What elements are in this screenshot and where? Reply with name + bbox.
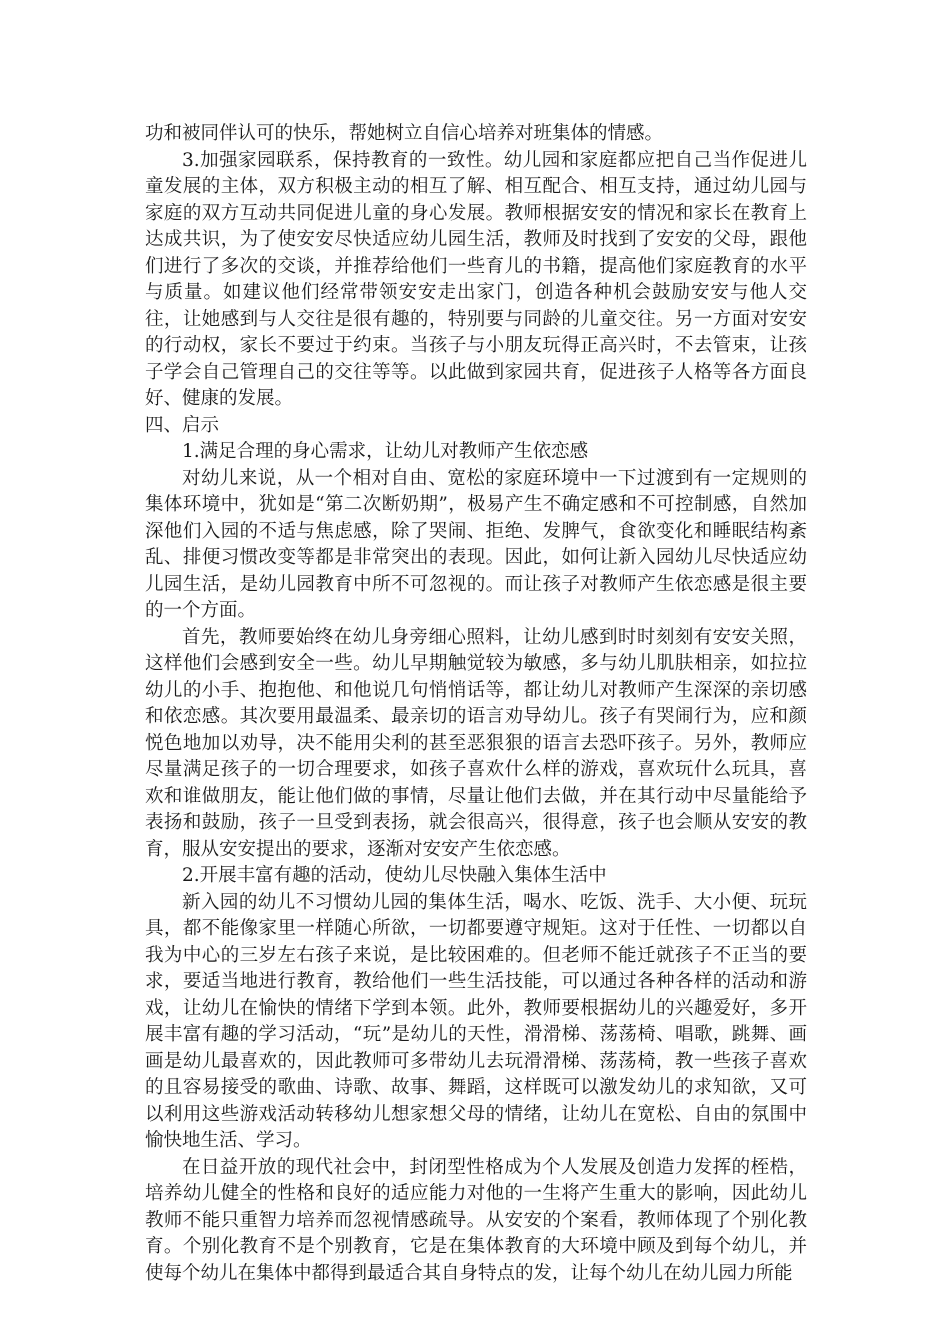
- paragraph-sub1-b: 首先，教师要始终在幼儿身旁细心照料，让幼儿感到时时刻刻有安安关照，这样他们会感到安全一些。幼儿早期触觉较为敏感，多与幼儿肌肤相亲，如拉拉幼儿的小手、抱抱他、和他说几句悄悄话等，都让幼儿对教师产生深深的亲切感和依恋感。其次要用最温柔、最亲切的语言劝导幼儿。孩子有哭闹行为，应和颜悦色地加以劝导，决不能用尖利的甚至恶狠狠的语言去恐吓孩子。另外，教师应尽量满足孩子的一切合理要求，如孩子喜欢什么样的游戏，喜欢玩什么玩具，喜欢和谁做朋友，能让他们做的事情，尽量让他们去做，并在其行动中尽量能给予表扬和鼓励，孩子一旦受到表扬，就会很高兴，很得意，孩子也会顺从安安的教育，服从安安提出的要求，逐渐对安安产生依恋感。: [145, 626, 807, 860]
- document-page: [145, 121, 807, 1287]
- subheading-1: 1.满足合理的身心需求，让幼儿对教师产生依恋感: [182, 441, 589, 462]
- paragraph-sub1-a: 对幼儿来说，从一个相对自由、宽松的家庭环境中一下过渡到有一定规则的集体环境中，犹如是“第二次断奶期”，极易产生不确定感和不可控制感，自然加深他们入园的不适与焦虑感，除了哭闹、拒绝、发脾气，食欲变化和睡眠结构紊乱、排便习惯改变等都是非常突出的表现。因此，如何让新入园幼儿尽快适应幼儿园生活，是幼儿园教育中所不可忽视的。而让孩子对教师产生依恋感是很主要的一个方面。: [145, 467, 807, 621]
- paragraph-continuation: 功和被同伴认可的快乐，帮她树立自信心培养对班集体的情感。: [145, 123, 664, 144]
- paragraph-final: 在日益开放的现代社会中，封闭型性格成为个人发展及创造力发挥的桎梏，培养幼儿健全的性格和良好的适应能力对他的一生将产生重大的影响，因此幼儿教师不能只重智力培养而忽视情感疏导。从安安的个案看，教师体现了个别化教育。个别化教育不是个别教育，它是在集体教育的大环境中顾及到每个幼儿，并使每个幼儿在集体中都得到最适合其自身特点的发，让每个幼儿在幼儿园力所能: [145, 1156, 807, 1284]
- paragraph-item-3: 3.加强家园联系，保持教育的一致性。幼儿园和家庭都应把自己当作促进儿童发展的主体，双方积极主动的相互了解、相互配合、相互支持，通过幼儿园与家庭的双方互动共同促进儿童的身心发展。教师根据安安的情况和家长在教育上达成共识，为了使安安尽快适应幼儿园生活，教师及时找到了安安的父母，跟他们进行了多次的交谈，并推荐给他们一些育儿的书籍，提高他们家庭教育的水平与质量。如建议他们经常带领安安走出家门，创造各种机会鼓励安安与他人交往，让她感到与人交往是很有趣的，特别要与同龄的儿童交往。另一方面对安安的行动权，家长不要过于约束。当孩子与小朋友玩得正高兴时，不去管束，让孩子学会自己管理自己的交往等等。以此做到家园共育，促进孩子人格等各方面良好、健康的发展。: [145, 149, 807, 409]
- section-heading-4: 四、启示: [145, 414, 220, 436]
- subheading-2: 2.开展丰富有趣的活动，使幼儿尽快融入集体生活中: [182, 865, 607, 886]
- paragraph-sub2-a: 新入园的幼儿不习惯幼儿园的集体生活，喝水、吃饭、洗手、大小便、玩玩具，都不能像家里一样随心所欲，一切都要遵守规矩。这对于任性、一切都以自我为中心的三岁左右孩子来说，是比较困难的。但老师不能迁就孩子不正当的要求，要适当地进行教育，教给他们一些生活技能，可以通过各种各样的活动和游戏，让幼儿在愉快的情绪下学到本领。此外，教师要根据幼儿的兴趣爱好，多开展丰富有趣的学习活动，“玩”是幼儿的天性，滑滑梯、荡荡椅、唱歌，跳舞、画画是幼儿最喜欢的，因此教师可多带幼儿去玩滑滑梯、荡荡椅，教一些孩子喜欢的且容易接受的歌曲、诗歌、故事、舞蹈，这样既可以激发幼儿的求知欲，又可以利用这些游戏活动转移幼儿想家想父母的情绪，让幼儿在宽松、自由的氛围中愉快地生活、学习。: [145, 891, 807, 1151]
